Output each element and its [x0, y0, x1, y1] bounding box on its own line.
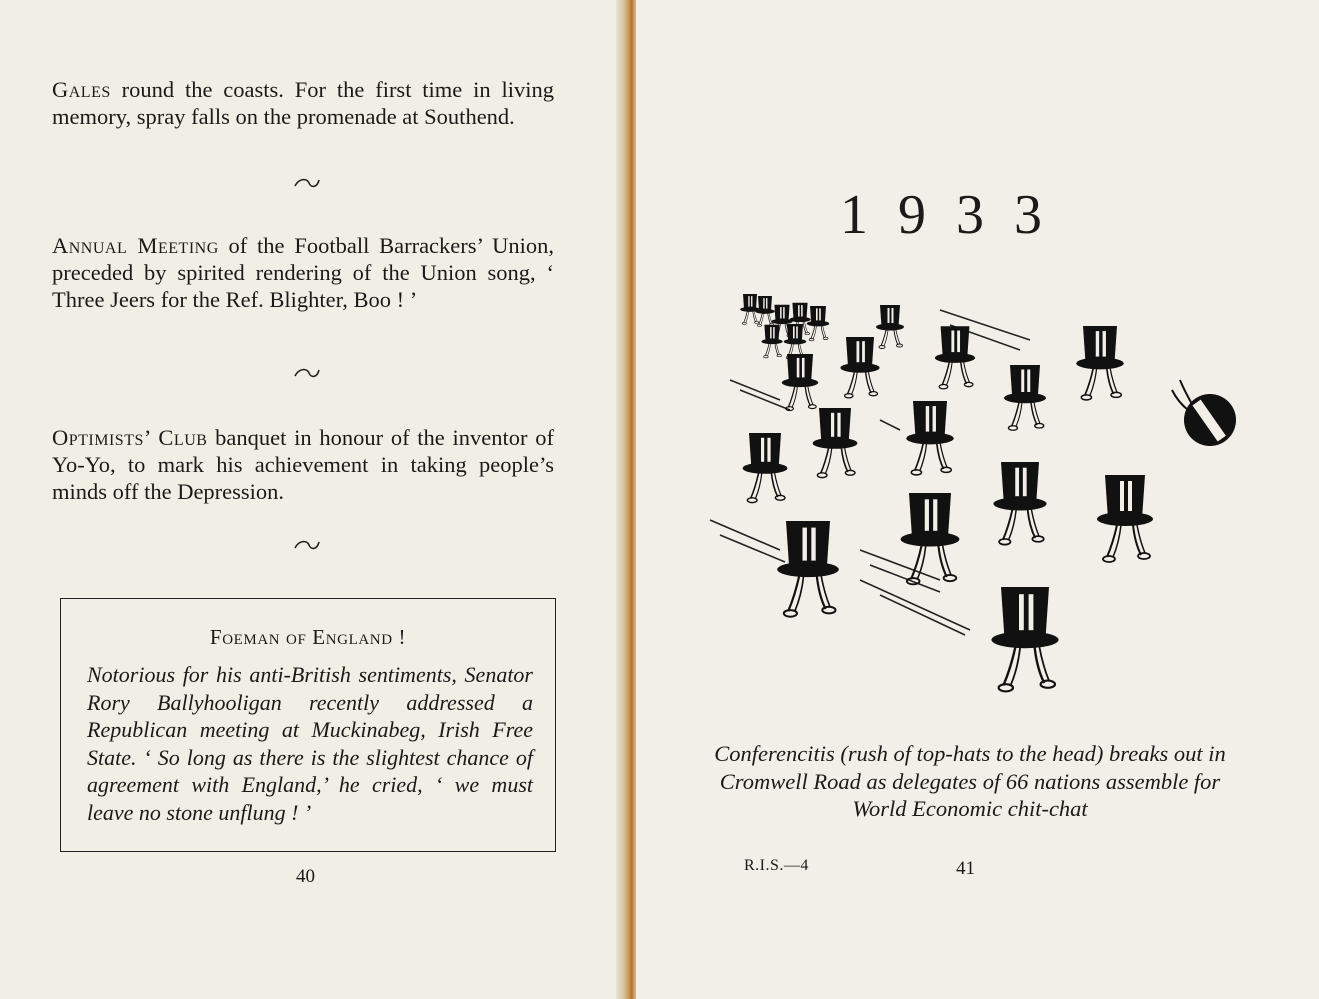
illustration-caption: Conferencitis (rush of top-hats to the head) breaks out in Cromwell Road as delegates of 66 nations assemble for World Economic chit-chat	[714, 741, 1226, 821]
entry-optimists-club	[52, 424, 554, 505]
box-body: Notorious for his anti-British sentiments, Senator Rory Ballyhooligan recently addressed a Republican meeting at Muckinabeg, Irish Free State. ‘ So long as there is the slightest chance of agreement with England,’ he cried, ‘ we must leave no stone unflung ! ’	[87, 662, 533, 825]
entry-text: banquet in honour of the inventor of Yo-Yo, to mark his achievement in taking people’s minds off the Depression.	[52, 425, 554, 504]
news-box	[60, 598, 556, 852]
entry-lead: Annual Meeting	[52, 233, 219, 258]
entry-text: of the Football Barrackers’ Union, preceded by spirited rendering of the Union song, ‘ Three Jeers for the Ref. Blighter, Boo ! ’	[52, 233, 554, 312]
page-number-left: 40	[296, 866, 315, 887]
entry-annual-meeting	[52, 232, 554, 313]
ornament-icon	[293, 176, 321, 190]
ornament-icon	[293, 366, 321, 380]
entry-gales	[52, 76, 554, 130]
marching-top-hats-illustration	[700, 280, 1260, 710]
box-title: Foeman of England !	[209, 625, 407, 649]
entry-lead: Optimists’ Club	[52, 425, 208, 450]
year-heading: 1933	[840, 184, 1072, 246]
entry-lead: Gales	[52, 77, 111, 102]
entry-text: round the coasts. For the first time in living memory, spray falls on the promenade at Southend.	[52, 77, 554, 129]
signature-mark: R.I.S.—4	[744, 857, 809, 874]
ornament-icon	[293, 538, 321, 552]
left-page	[0, 0, 630, 999]
page-number-right: 41	[956, 858, 975, 879]
